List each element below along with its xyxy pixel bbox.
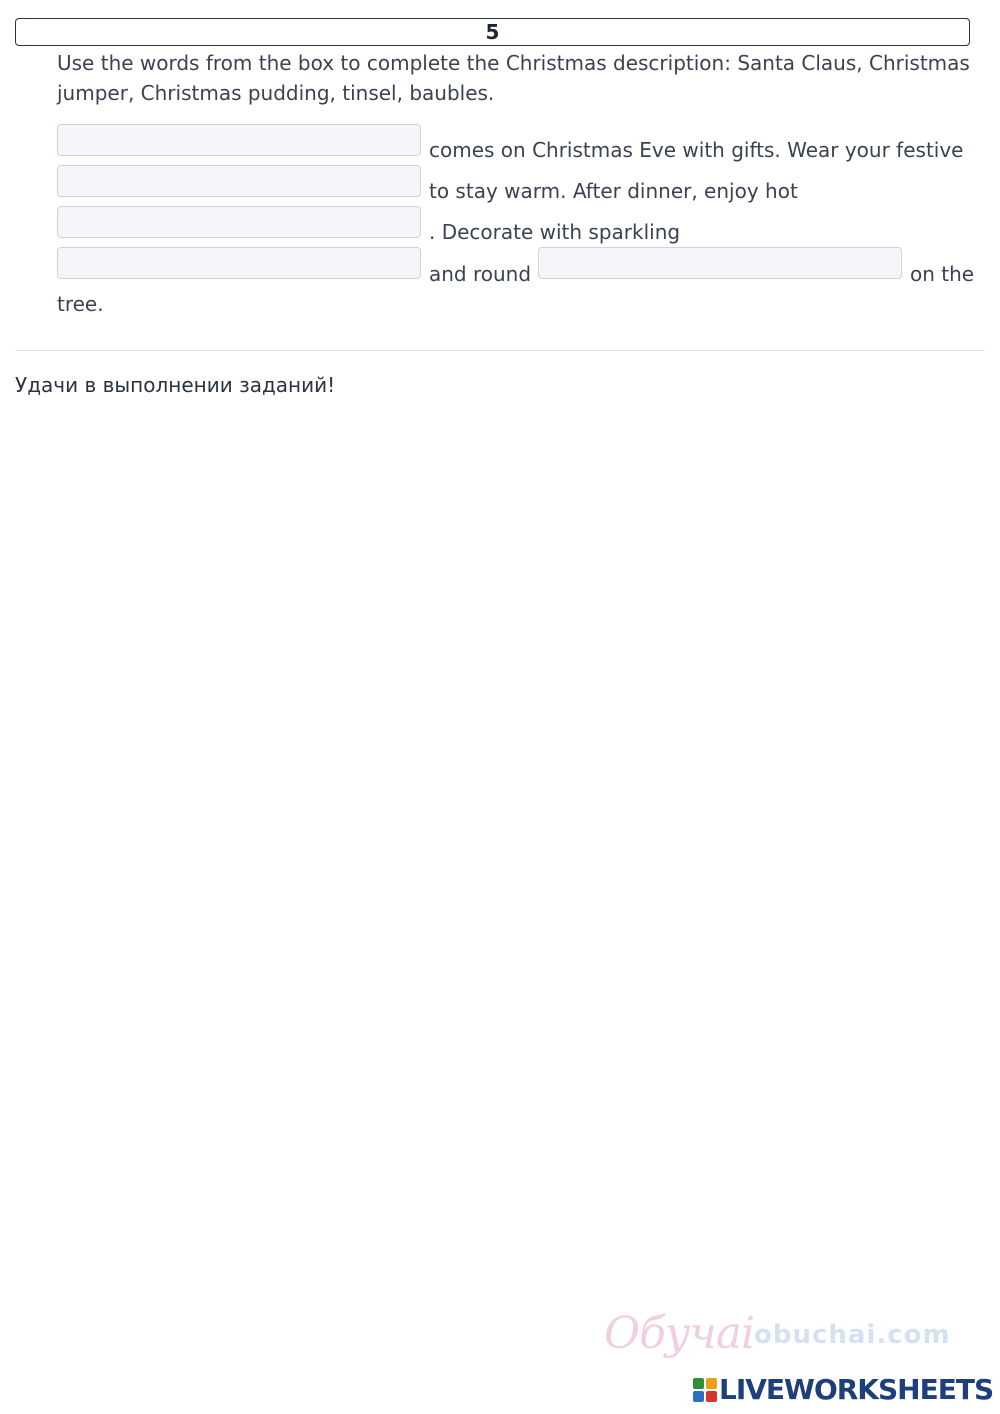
good-luck-note: Удачи в выполнении заданий!: [15, 373, 336, 397]
answer-blank-2[interactable]: [57, 165, 421, 197]
answer-blank-1[interactable]: [57, 124, 421, 156]
sentence-fragment-3: . Decorate with sparkling: [429, 220, 681, 244]
section-divider: [15, 350, 985, 351]
answer-blank-5[interactable]: [538, 247, 902, 279]
sentence-fragment-1: comes on Christmas Eve with gifts. Wear your festive: [429, 138, 964, 162]
obuchai-site-text: obuchai.com: [754, 1320, 951, 1350]
sentence-fragment-final: tree.: [57, 292, 104, 316]
task-instructions: Use the words from the box to complete the Christmas description: Santa Claus, Christmas jumper, Christmas pudding, tinsel, baubles.: [57, 51, 970, 105]
answer-blank-3[interactable]: [57, 206, 421, 238]
sentence-fragment-5: on the: [910, 262, 975, 286]
liveworksheets-wordmark: LIVEWORKSHEETS: [719, 1373, 994, 1406]
task-number: 5: [485, 20, 500, 44]
answer-blank-4[interactable]: [57, 247, 421, 279]
liveworksheets-brand: [693, 1374, 993, 1406]
sentence-fragment-2: to stay warm. After dinner, enjoy hot: [429, 179, 798, 203]
sentence-fragment-4: and round: [429, 262, 532, 286]
obuchai-logo: Обучаі: [604, 1308, 755, 1359]
obuchai-watermark: [604, 1306, 954, 1362]
liveworksheets-logo-icon: [693, 1378, 717, 1402]
task-number-header: [15, 18, 970, 46]
